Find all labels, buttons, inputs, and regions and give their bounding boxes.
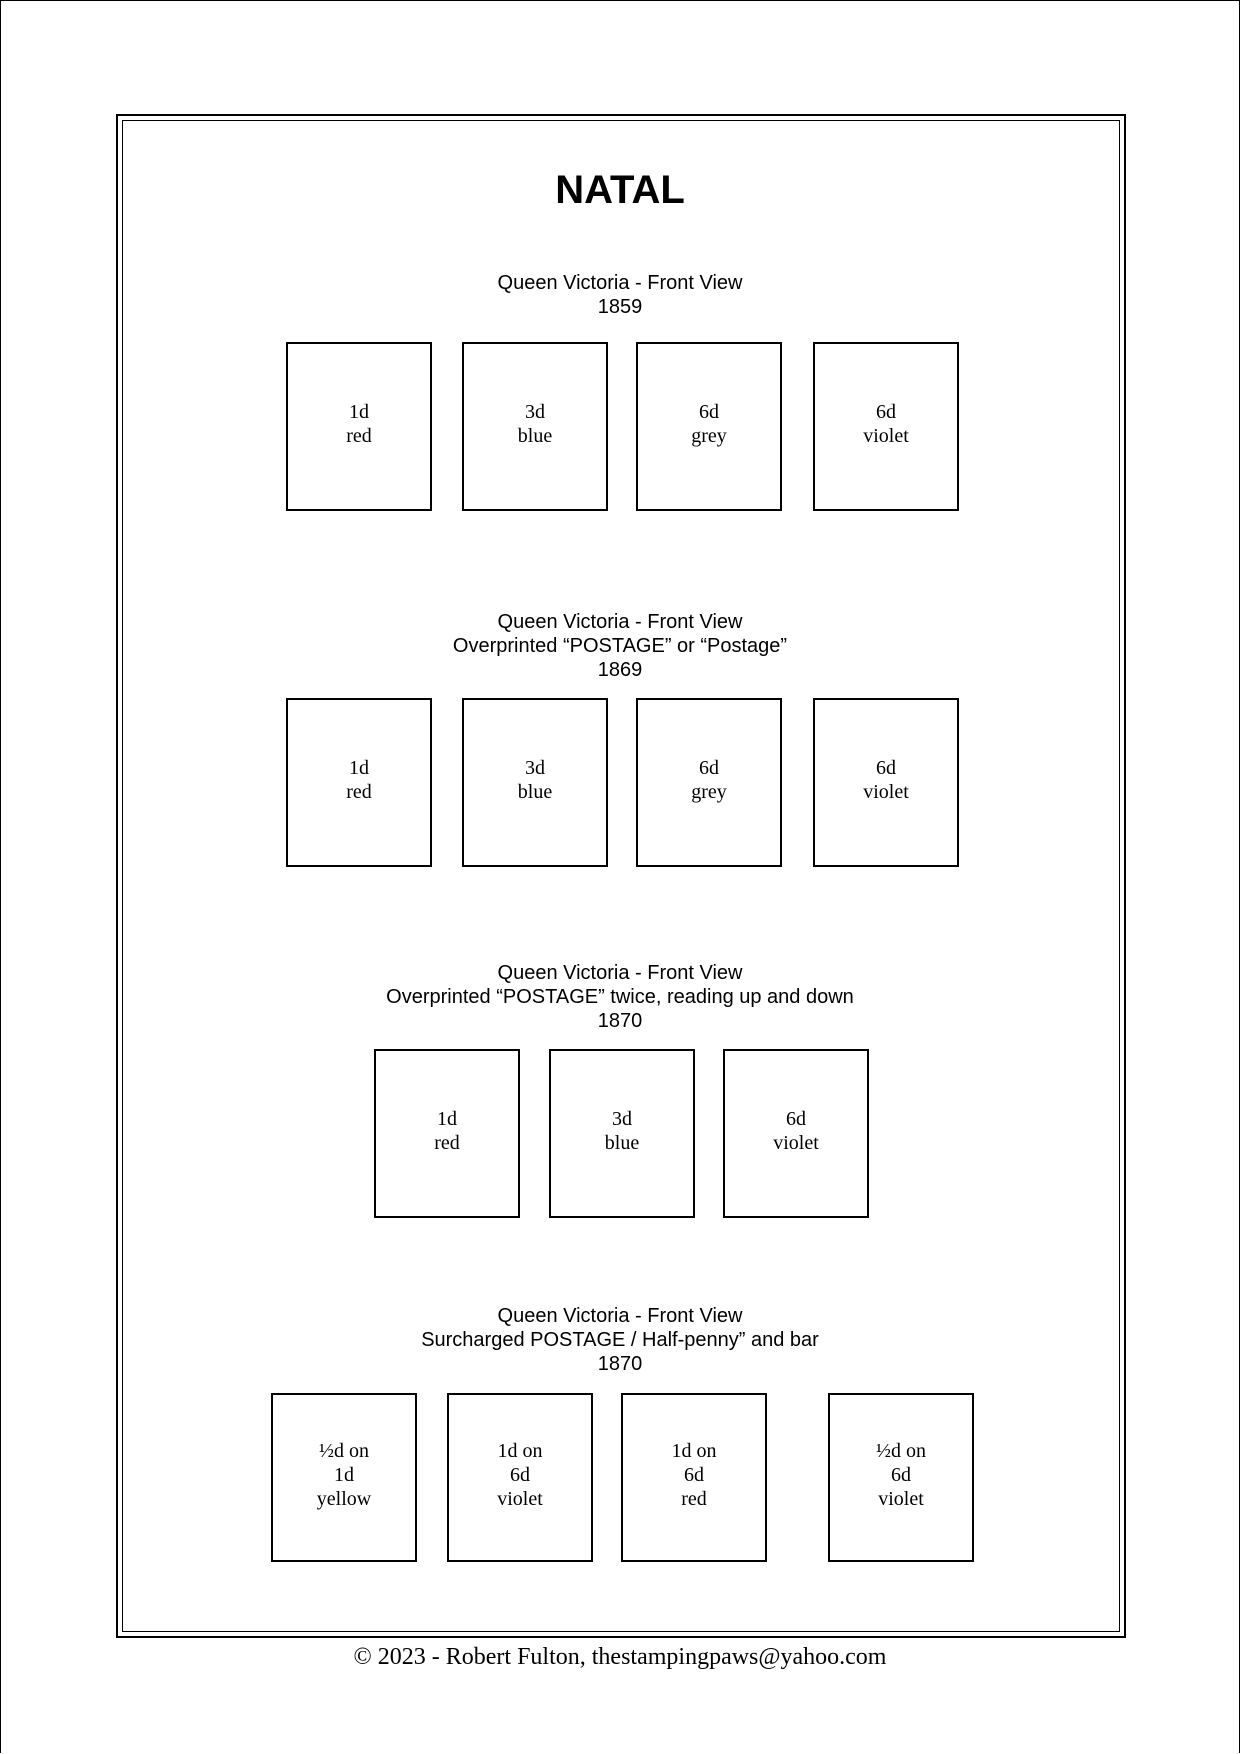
stamp-box	[828, 1393, 974, 1562]
heading-year: 1870	[597, 1010, 643, 1032]
stamp-box	[636, 698, 782, 867]
stamp-label: blue	[517, 425, 553, 447]
heading-line: Queen Victoria - Front View	[497, 611, 743, 633]
stamp-label: 6d	[699, 401, 719, 423]
stamp-box	[621, 1393, 767, 1562]
stamp-label: violet	[497, 1488, 543, 1510]
stamp-label: 3d	[612, 1108, 632, 1130]
stamp-label: red	[346, 425, 372, 447]
stamp-box	[813, 698, 959, 867]
stamp-label: violet	[773, 1132, 819, 1154]
copyright-footer: © 2023 - Robert Fulton, thestampingpaws@yahoo.com	[353, 1644, 887, 1670]
stamp-label: 1d	[437, 1108, 457, 1130]
stamp-label: yellow	[316, 1488, 372, 1510]
section-heading-1869	[0, 610, 1240, 682]
page-title: NATAL	[555, 168, 685, 212]
stamp-label: 6d	[876, 401, 896, 423]
stamp-box	[723, 1049, 869, 1218]
stamp-label: 6d	[891, 1464, 911, 1486]
stamp-box	[636, 342, 782, 511]
section-heading-1870-overprint	[0, 961, 1240, 1033]
stamp-label: ½d on	[876, 1440, 926, 1462]
stamp-label: violet	[863, 781, 909, 803]
stamp-box	[286, 342, 432, 511]
stamp-label: 1d on	[671, 1440, 717, 1462]
stamp-label: grey	[691, 425, 727, 447]
stamp-label: 3d	[525, 757, 545, 779]
stamp-label: 6d	[699, 757, 719, 779]
heading-line: Overprinted “POSTAGE” or “Postage”	[452, 635, 788, 657]
stamp-box	[462, 342, 608, 511]
stamp-label: red	[434, 1132, 460, 1154]
heading-line: Queen Victoria - Front View	[497, 962, 743, 984]
stamp-label: 1d	[349, 401, 369, 423]
stamp-box	[286, 698, 432, 867]
stamp-box	[462, 698, 608, 867]
stamp-label: blue	[517, 781, 553, 803]
stamp-label: red	[681, 1488, 707, 1510]
stamp-box	[813, 342, 959, 511]
stamp-label: ½d on	[319, 1440, 369, 1462]
stamp-label: 6d	[684, 1464, 704, 1486]
stamp-label: grey	[691, 781, 727, 803]
heading-line: Queen Victoria - Front View	[497, 272, 743, 294]
stamp-box	[374, 1049, 520, 1218]
heading-year: 1859	[597, 296, 643, 318]
stamp-label: 1d	[334, 1464, 354, 1486]
stamp-label: red	[346, 781, 372, 803]
stamp-label: 6d	[510, 1464, 530, 1486]
stamp-label: 3d	[525, 401, 545, 423]
stamp-label: violet	[878, 1488, 924, 1510]
stamp-label: 6d	[876, 757, 896, 779]
heading-line: Surcharged POSTAGE / Half-penny” and bar	[421, 1329, 819, 1351]
stamp-box	[447, 1393, 593, 1562]
heading-line: Queen Victoria - Front View	[497, 1305, 743, 1327]
stamp-label: 6d	[786, 1108, 806, 1130]
section-heading-1859	[0, 271, 1240, 319]
stamp-box	[271, 1393, 417, 1562]
stamp-box	[549, 1049, 695, 1218]
heading-year: 1870	[597, 1353, 643, 1375]
stamp-label: 1d	[349, 757, 369, 779]
heading-line: Overprinted “POSTAGE” twice, reading up and down	[386, 986, 854, 1008]
stamp-label: 1d on	[497, 1440, 543, 1462]
heading-year: 1869	[597, 659, 643, 681]
stamp-label: blue	[604, 1132, 640, 1154]
section-heading-1870-surcharge	[0, 1304, 1240, 1376]
stamp-label: violet	[863, 425, 909, 447]
